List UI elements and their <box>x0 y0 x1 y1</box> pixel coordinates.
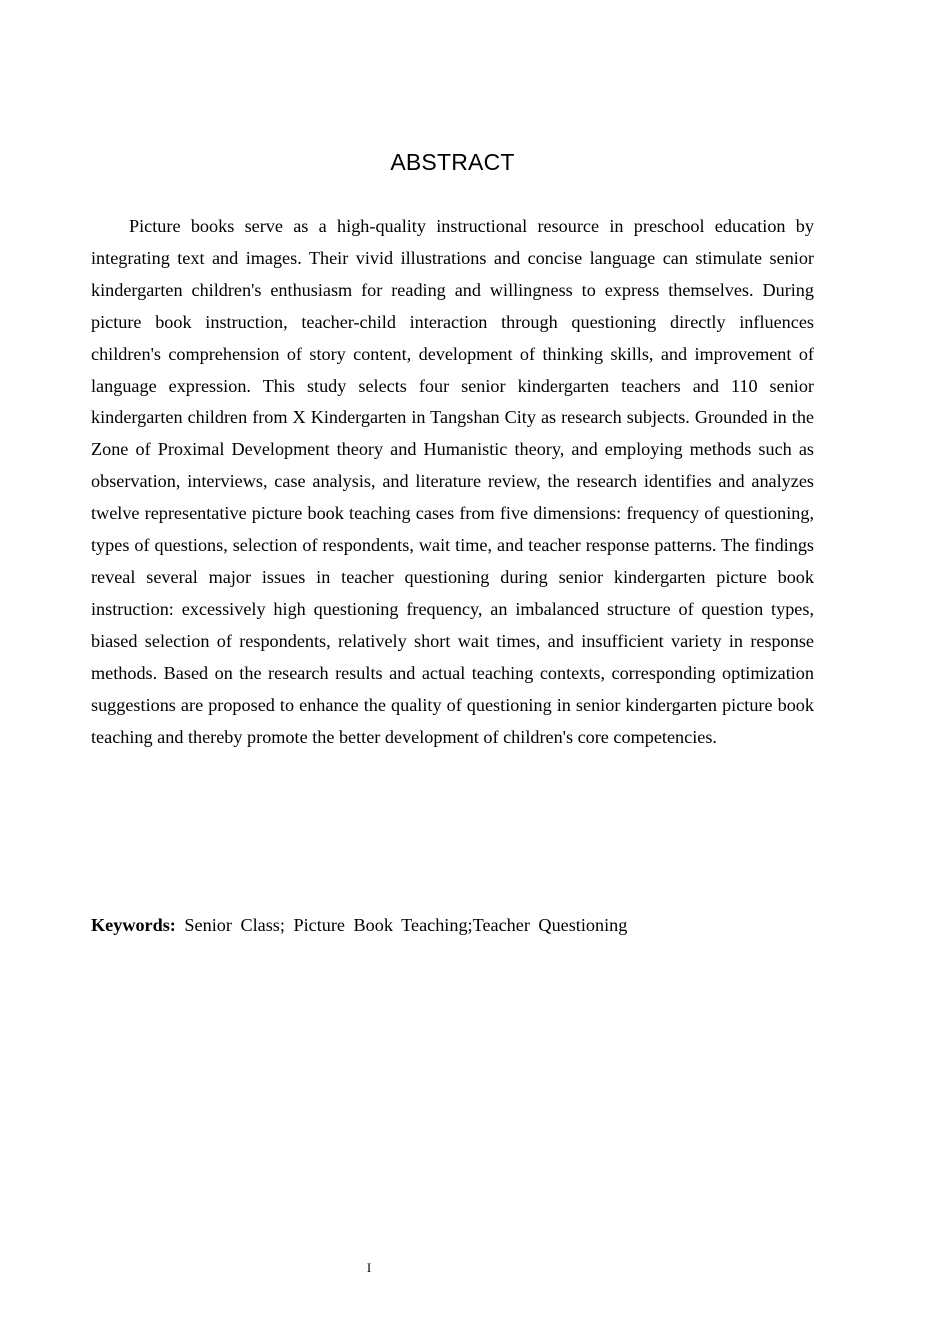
page-number: I <box>366 1260 372 1275</box>
keywords-text: Senior Class; Picture Book Teaching;Teacher Questioning <box>184 915 628 935</box>
keywords-label: Keywords: <box>91 915 176 935</box>
keywords-line <box>91 910 814 940</box>
abstract-body-text: Picture books serve as a high-quality instructional resource in preschool education by integrating text and images. Their vivid illustrations and concise language can stimulate senior kindergarten children's enthusiasm for reading and willingness to express themselves. During picture book instruction, teacher-child interaction through questioning directly influences children's comprehension of story content, development of thinking skills, and improvement of language expression. This study selects four senior kindergarten teachers and 110 senior kindergarten children from X Kindergarten in Tangshan City as research subjects. Grounded in the Zone of Proximal Development theory and Humanistic theory, and employing methods such as observation, interviews, case analysis, and literature review, the research identifies and analyzes twelve representative picture book teaching cases from five dimensions: frequency of questioning, types of questions, selection of respondents, wait time, and teacher response patterns. The findings reveal several major issues in teacher questioning during senior kindergarten picture book instruction: excessively high questioning frequency, an imbalanced structure of question types, biased selection of respondents, relatively short wait times, and insufficient variety in response methods. Based on the research results and actual teaching contexts, corresponding optimization suggestions are proposed to enhance the quality of questioning in senior kindergarten picture book teaching and thereby promote the better development of children's core competencies. <box>91 216 814 747</box>
abstract-title: ABSTRACT <box>390 149 515 175</box>
